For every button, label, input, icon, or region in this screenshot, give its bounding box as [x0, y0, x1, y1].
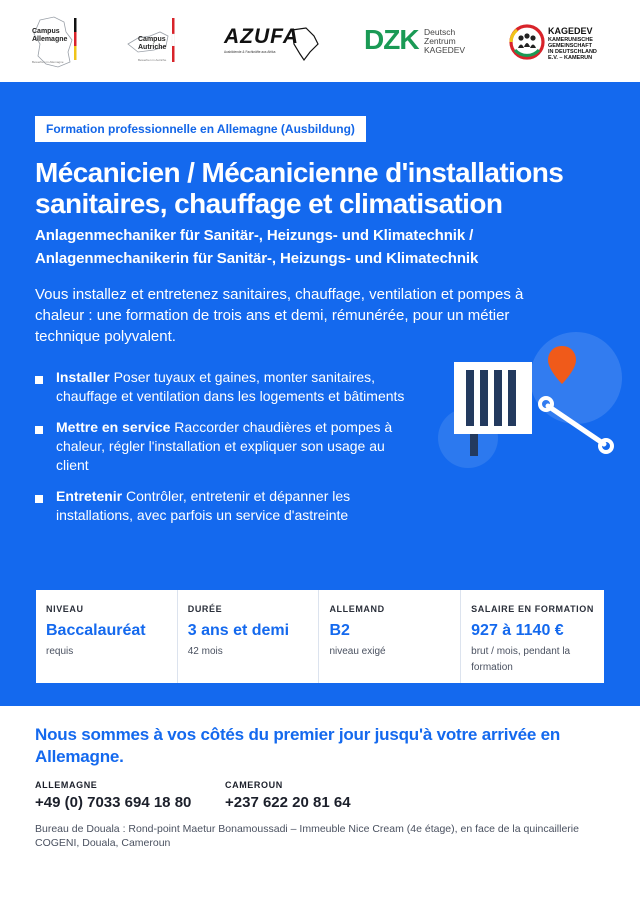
campus-allemagne-tag: Bewerben in Allemagne: [32, 60, 64, 64]
task-text: Raccorder chaudières et pompes à chaleur, régler l'installation et expliquer son usage au client: [56, 419, 393, 473]
campus-allemagne-line2: Allemagne: [32, 36, 68, 43]
contact-label: ALLEMAGNE: [35, 780, 98, 790]
task-item-mise-en-service: [35, 418, 415, 475]
campus-allemagne-line1: Campus: [32, 28, 60, 35]
kagedev-line1: KAMERUNISCHE: [548, 37, 593, 43]
campus-autriche-line2: Autriche: [138, 44, 167, 51]
radiator-wrench-illustration: [436, 328, 626, 478]
kagedev-line3: IN DEUTSCHLAND: [548, 49, 597, 55]
stat-note: requis: [46, 646, 74, 657]
bullet-square-icon: [35, 495, 43, 503]
kagedev-line4: E.V. – KAMERUN: [548, 55, 593, 61]
task-item-entretenir: [35, 487, 415, 525]
stat-label: SALAIRE EN FORMATION: [471, 604, 594, 614]
task-text: Contrôler, entretenir et dépanner les installations, avec parfois un service d'astreinte: [56, 488, 351, 523]
support-headline: Nous sommes à vos côtés du premier jour jusqu'à votre arrivée en Allemagne.: [35, 725, 561, 766]
office-address: Bureau de Douala : Rond-point Maetur Bonamoussadi – Immeuble Nice Cream (4e étage), en face de la quincaillerie COGENI, Douala, Cameroun: [35, 823, 579, 849]
phone-link[interactable]: +237 622 20 81 64: [225, 794, 351, 811]
dzk-line1: Deutsch: [424, 27, 456, 37]
azufa-logo: [222, 14, 322, 70]
bullet-square-icon: [35, 426, 43, 434]
dzk-line3: KAGEDEV: [424, 45, 466, 55]
azufa-tag: Ausbildende & Fachkräfte aus Afrika: [224, 50, 276, 54]
stat-duree: [178, 590, 320, 683]
stat-note: brut / mois, pendant la formation: [471, 646, 571, 673]
kagedev-logo: [508, 14, 612, 70]
campus-autriche-tag: Bewerben in Autriche: [138, 58, 167, 62]
job-title-german: Anlagenmechaniker für Sanitär-, Heizungs- und Klimatechnik / Anlagenmechanikerin für Sanitär-, Heizungs- und Klimatechnik: [35, 227, 479, 267]
intro-text: Vous installez et entretenez sanitaires, chauffage, ventilation et pompes à chaleur : une formation de trois ans et demi, rémunérée, pour un métier technique polyvalent.: [35, 286, 524, 345]
category-badge: Formation professionnelle en Allemagne (Ausbildung): [35, 116, 366, 142]
key-facts-panel: [36, 590, 604, 683]
task-lead: Installer: [56, 369, 110, 385]
stat-value: Baccalauréat: [46, 622, 146, 639]
stat-allemand: [319, 590, 461, 683]
dzk-logo: [362, 14, 472, 70]
contact-label: CAMEROUN: [225, 780, 283, 790]
phone-link[interactable]: +49 (0) 7033 694 18 80: [35, 794, 192, 811]
campus-autriche-logo: [124, 14, 182, 70]
stat-label: ALLEMAND: [329, 604, 385, 614]
dzk-line2: Zentrum: [424, 36, 456, 46]
stat-value: B2: [329, 622, 350, 639]
stat-note: 42 mois: [187, 646, 223, 657]
bullet-square-icon: [35, 376, 43, 384]
kagedev-name: KAGEDEV: [548, 26, 593, 36]
contact-cameroun: [225, 780, 351, 811]
job-title: Mécanicien / Mécanicienne d'installations sanitaires, chauffage et climatisation: [35, 157, 564, 219]
kagedev-emblem-icon: [508, 14, 548, 70]
task-text: Poser tuyaux et gaines, monter sanitaires, chauffage et ventilation dans les logements et bâtiments: [56, 369, 405, 404]
task-list: [35, 368, 415, 537]
stat-salaire: [461, 590, 604, 683]
stat-value: 927 à 1140 €: [471, 622, 564, 639]
stat-note: niveau exigé: [329, 646, 386, 657]
stat-niveau: [36, 590, 178, 683]
logo-bar: [0, 0, 640, 82]
stat-label: NIVEAU: [46, 604, 84, 614]
stat-label: DURÉE: [187, 604, 223, 614]
contact-allemagne: [35, 780, 191, 811]
azufa-name: AZUFA: [224, 25, 299, 48]
hero-section: [0, 82, 640, 706]
stat-value: 3 ans et demi: [187, 622, 290, 639]
kagedev-line2: GEMEINSCHAFT: [548, 43, 592, 49]
task-lead: Entretenir: [56, 488, 123, 504]
task-lead: Mettre en service: [56, 419, 171, 435]
task-item-installer: [35, 368, 415, 406]
campus-allemagne-logo: [28, 14, 84, 70]
campus-autriche-line1: Campus: [138, 36, 166, 43]
dzk-mark: DZK: [364, 24, 419, 55]
